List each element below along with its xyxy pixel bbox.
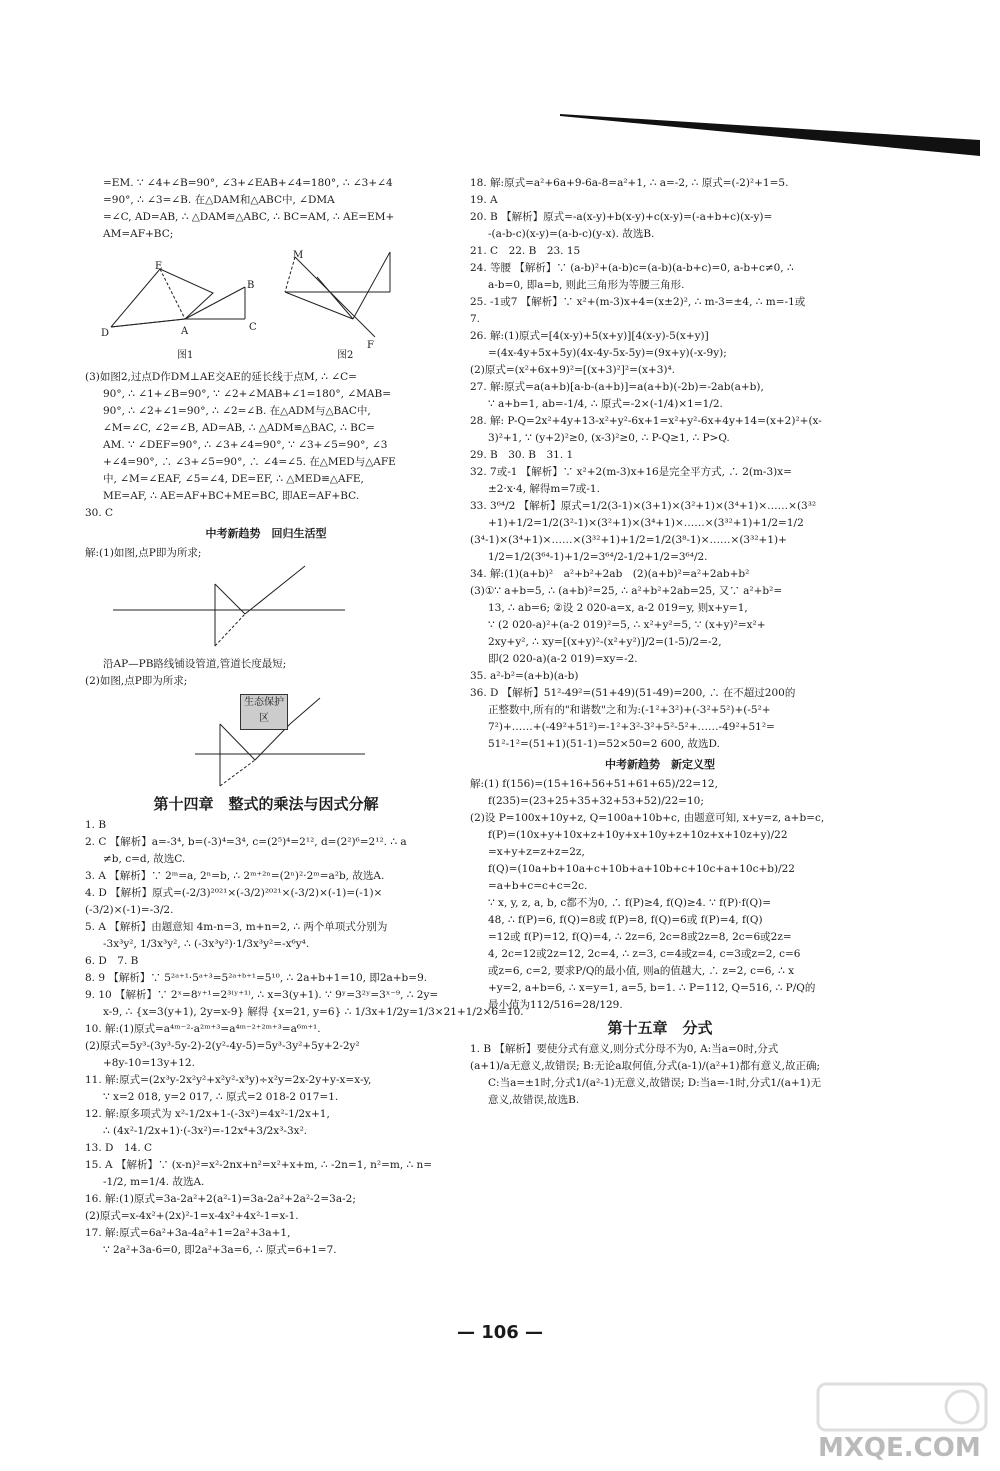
text-line: 24. 等腰 【解析】∵ (a-b)²+(a-b)c=(a-b)(a-b+c)=0, a-b+c≠0, ∴ bbox=[470, 262, 794, 274]
text-line: f(235)=(23+25+35+32+53+52)/22=10; bbox=[488, 795, 704, 807]
chapter-15-title: 第十五章 分式 bbox=[607, 1019, 713, 1037]
text-line: (2)原式=(x²+6x+9)²=[(x+3)²]²=(x+3)⁴. bbox=[470, 364, 676, 376]
protected-area-label: 生态保护区 bbox=[244, 697, 284, 724]
answer-30: 30. C bbox=[85, 507, 114, 519]
text-line: 3. A 【解析】∵ 2ᵐ=a, 2ⁿ=b, ∴ 2ᵐ⁺²ⁿ=(2ⁿ)²·2ᵐ=a²b, 故选A. bbox=[85, 870, 385, 882]
text-line: +8y-10=13y+12. bbox=[103, 1057, 195, 1069]
text-line: 15. A 【解析】∵ (x-n)²=x²-2nx+n²=x²+x+m, ∴ -2n=1, n²=m, ∴ n= bbox=[85, 1159, 433, 1171]
chapter-15-answers bbox=[470, 1041, 850, 1109]
right-block-b bbox=[470, 776, 850, 1014]
figure-path-2 bbox=[85, 694, 447, 790]
text-line: 正整数中,所有的"和谐数"之和为:(-1²+3²)+(-3²+5²)+(-5²+ bbox=[488, 704, 771, 716]
text-line: (2)原式=5y³-(3y³-5y-2)-2(y²-4y-5)=5y³-3y²+5y+2-2y² bbox=[85, 1040, 360, 1052]
left-block-b bbox=[85, 369, 447, 505]
text-line: ∵ x, y, z, a, b, c都不为0, ∴ f(P)≥4, f(Q)≥4. ∵ f(P)·f(Q)= bbox=[488, 897, 772, 909]
text-line: ∵ x=2 018, y=2 017, ∴ 原式=2 018-2 017=1. bbox=[103, 1091, 339, 1103]
text-line: =∠C, AD=AB, ∴ △DAM≌△ABC, ∴ BC=AM, ∴ AE=EM+ bbox=[103, 211, 395, 223]
text-line: 11. 解:原式=(2x³y-2x²y²+x²y²-x³y)÷x²y=2x-2y+y-x=x-y, bbox=[85, 1074, 372, 1086]
fig-point-c: C bbox=[249, 322, 257, 333]
text-line: 12. 解:原多项式为 x²-1/2x+1-(-3x²)=4x²-1/2x+1, bbox=[85, 1108, 330, 1120]
text-line: (2)原式=x-4x²+(2x)²-1=x-4x²+4x²-1=x-1. bbox=[85, 1210, 299, 1222]
watermark-text: MXQE.COM bbox=[818, 1433, 981, 1463]
text-line: +1)+1/2=1/2(3²-1)×(3²+1)×(3⁴+1)×……×(3³²+1)+1/2=1/2 bbox=[488, 517, 804, 529]
chapter-14-answers bbox=[85, 817, 524, 1259]
figure-caption-1: 图1 bbox=[177, 350, 194, 361]
text-line: 13. D 14. C bbox=[85, 1142, 153, 1154]
text-line: (-3/2)×(-1)=-3/2. bbox=[85, 904, 174, 916]
text-line: 29. B 30. B 31. 1 bbox=[470, 449, 574, 461]
text-line: -1/2, m=1/4. 故选A. bbox=[103, 1176, 205, 1188]
text-line: 1. B 【解析】要使分式有意义,则分式分母不为0, A:当a=0时,分式 bbox=[470, 1043, 779, 1055]
text-line: 4. D 【解析】原式=(-2/3)²⁰²¹×(-3/2)²⁰²¹×(-3/2)×(-1)=(-1)× bbox=[85, 887, 383, 899]
text-line: =12或 f(P)=12, f(Q)=4, ∴ 2z=6, 2c=8或2z=8, 2c=6或2z= bbox=[488, 931, 792, 943]
text-line: 28. 解: P-Q=2x²+4y+13-x²+y²-6x+1=x²+y²-6x+4y+14=(x+2)²+(x- bbox=[470, 415, 822, 427]
text-line: 32. 7或-1 【解析】∵ x²+2(m-3)x+16是完全平方式, ∴ 2(m-3)x= bbox=[470, 466, 792, 478]
text-line: 1. B bbox=[85, 819, 107, 831]
text-line: 或z=6, c=2, 要求P/Q的最小值, 则a的值越大, ∴ z=2, c=6, ∴ x bbox=[488, 965, 795, 977]
text-line: ≠b, c=d, 故选C. bbox=[103, 853, 186, 865]
text-line: x-9, ∴ {x=3(y+1), 2y=x-9} 解得 {x=21, y=6} ∴ 1/3x+1/2y=1/3×21+1/2×6=10. bbox=[103, 1006, 524, 1018]
text-line: 18. 解:原式=a²+6a+9-6a-8=a²+1, ∴ a=-2, ∴ 原式=(-2)²+1=5. bbox=[470, 177, 789, 189]
text-line: 26. 解:(1)原式=[4(x-y)+5(x+y)][4(x-y)-5(x+y)] bbox=[470, 330, 709, 342]
text-line: 即(2 020-a)(a-2 019)=xy=-2. bbox=[488, 653, 638, 665]
text-line: (3⁴-1)×(3⁴+1)×……×(3³²+1)+1/2=1/2(3⁸-1)×……×(3³²+1)+ bbox=[470, 534, 787, 546]
text-line: 19. A bbox=[470, 194, 498, 206]
text-line: 48, ∴ f(P)=6, f(Q)=8或 f(P)=8, f(Q)=6或 f(P)=4, f(Q) bbox=[488, 914, 763, 926]
protected-area-box bbox=[240, 694, 288, 730]
text-line: 51²-1²=(51+1)(51-1)=52×50=2 600, 故选D. bbox=[488, 738, 720, 750]
text-line: 中, ∠M=∠EAF, ∠5=∠4, DE=EF, ∴ △MED≌△AFE, bbox=[103, 473, 364, 485]
geometry-figures bbox=[85, 247, 447, 365]
text-line: 13, ∴ ab=6; ②设 2 020-a=x, a-2 019=y, 则x+y=1, bbox=[488, 602, 748, 614]
text-line: 90°, ∴ ∠1+∠B=90°, ∵ ∠2+∠MAB+∠1=180°, ∠MAB= bbox=[103, 388, 392, 400]
text-line: 36. D 【解析】51²-49²=(51+49)(51-49)=200, ∴ 在不超过200的 bbox=[470, 687, 796, 699]
text-line: (3)①∵ a+b=5, ∴ (a+b)²=25, ∴ a²+b²+2ab=25, 又∵ a²+b²= bbox=[470, 585, 783, 597]
text-line: 21. C 22. B 23. 15 bbox=[470, 245, 581, 257]
fig-point-m: M bbox=[293, 250, 304, 261]
fig-point-a: A bbox=[181, 326, 189, 337]
text-line: 9. 10 【解析】∵ 2ˣ=8ʸ⁺¹=2³⁽ʸ⁺¹⁾, ∴ x=3(y+1). ∵ 9ʸ=3²ʸ=3ˣ⁻⁹, ∴ 2y= bbox=[85, 989, 439, 1001]
text-line: 7. bbox=[470, 313, 481, 325]
path-figure-1 bbox=[85, 566, 447, 652]
text-line: +y=2, a+b=6, ∴ x=y=1, a=5, b=1. ∴ P=112, Q=516, ∴ P/Q的 bbox=[488, 982, 816, 994]
text-line: ∴ (4x²-1/2x+1)·(-3x²)=-12x⁴+3/2x³-3x². bbox=[103, 1125, 308, 1137]
text-line: =(4x-4y+5x+5y)(4x-4y-5x-5y)=(9x+y)(-x-9y); bbox=[488, 347, 727, 359]
text-line: C:当a=±1时,分式1/(a²-1)无意义,故错误; D:当a=-1时,分式1/(a+1)无 bbox=[488, 1077, 821, 1089]
fig-point-d: D bbox=[101, 328, 110, 339]
text-line: (3)如图2,过点D作DM⊥AE交AE的延长线于点M, ∴ ∠C= bbox=[85, 371, 357, 383]
text-line: 5. A 【解析】由题意知 4m-n=3, m+n=2, ∴ 两个单项式分别为 bbox=[85, 921, 388, 933]
text-line: 解:(1) f(156)=(15+16+56+51+61+65)/22=12, bbox=[470, 778, 718, 790]
text-line: 最小值为112/516=28/129. bbox=[488, 999, 623, 1011]
fig-point-e: E bbox=[155, 261, 163, 272]
text-line: =a+b+c=c+c=2c. bbox=[488, 880, 588, 892]
text-line: =EM. ∵ ∠4+∠B=90°, ∠3+∠EAB+∠4=180°, ∴ ∠3+∠4 bbox=[103, 177, 393, 189]
text-line: ∵ 2a²+3a-6=0, 即2a²+3a=6, ∴ 原式=6+1=7. bbox=[103, 1244, 337, 1256]
text-line: 8. 9 【解析】∵ 5²ᵃ⁺¹·5ᵃ⁺³=5²ᵃ⁺ᵇ⁺¹=5¹⁰, ∴ 2a+b+1=10, 即2a+b=9. bbox=[85, 972, 428, 984]
figure-1-2 bbox=[85, 247, 447, 365]
life-answer-1: 解:(1)如图,点P即为所求; bbox=[85, 547, 202, 559]
text-line: 35. a²-b²=(a+b)(a-b) bbox=[470, 670, 579, 682]
text-line: +∠4=90°, ∴ ∠3+∠5=90°, ∴ ∠4=∠5. 在△MED与△AFE bbox=[103, 456, 396, 468]
text-line: 10. 解:(1)原式=a⁴ᵐ⁻²·a²ᵐ⁺³=a⁴ᵐ⁻²⁺²ᵐ⁺³=a⁶ᵐ⁺¹. bbox=[85, 1023, 321, 1035]
section-title-new-definition: 中考新趋势 新定义型 bbox=[605, 758, 715, 771]
text-line: -3x³y², 1/3x³y², ∴ (-3x³y²)·1/3x³y²=-x⁶y⁴. bbox=[103, 938, 310, 950]
fig-point-f: F bbox=[367, 340, 374, 351]
text-line: AM. ∵ ∠DEF=90°, ∴ ∠3+∠4=90°, ∵ ∠3+∠5=90°, ∠3 bbox=[103, 439, 388, 451]
text-line: ∵ a+b=1, ab=-1/4, ∴ 原式=-2×(-1/4)×1=1/2. bbox=[488, 398, 723, 410]
life-lines bbox=[85, 656, 447, 690]
section-title-life: 中考新趋势 回归生活型 bbox=[205, 527, 327, 540]
text-line: f(P)=(10x+y+10x+z+10y+x+10y+z+10z+x+10z+y)/22 bbox=[488, 829, 788, 841]
text-line: 20. B 【解析】原式=-a(x-y)+b(x-y)+c(x-y)=(-a+b+c)(x-y)= bbox=[470, 211, 773, 223]
text-line: 27. 解:原式=a(a+b)[a-b-(a+b)]=a(a+b)(-2b)=-2ab(a+b), bbox=[470, 381, 764, 393]
text-line: 沿AP—PB路线铺设管道,管道长度最短; bbox=[103, 658, 287, 670]
text-line: 33. 3⁶⁴/2 【解析】原式=1/2(3-1)×(3+1)×(3²+1)×(3⁴+1)×……×(3³² bbox=[470, 500, 817, 512]
text-line: 意义,故错误,故选B. bbox=[488, 1094, 580, 1106]
text-line: 4, 2c=12或2z=12, 2c=4, ∴ z=3, c=4或z=4, c=3或z=2, c=6 bbox=[488, 948, 801, 960]
text-line: 34. 解:(1)(a+b)² a²+b²+2ab (2)(a+b)²=a²+2ab+b² bbox=[470, 568, 750, 580]
text-line: 16. 解:(1)原式=3a-2a²+2(a²-1)=3a-2a²+2a²-2=3a-2; bbox=[85, 1193, 356, 1205]
header-black-bar bbox=[560, 112, 980, 156]
figure-caption-2: 图2 bbox=[337, 350, 354, 361]
chapter-14-title: 第十四章 整式的乘法与因式分解 bbox=[153, 795, 379, 813]
right-column bbox=[470, 175, 850, 1109]
text-line: =90°, ∴ ∠3=∠B. 在△DAM和△ABC中, ∠DMA bbox=[103, 194, 335, 206]
text-line: =x+y+z=z+z=2z, bbox=[488, 846, 585, 858]
text-line: 3)²+1, ∵ (y+2)²≥0, (x-3)²≥0, ∴ P-Q≥1, ∴ P>Q. bbox=[488, 432, 730, 444]
right-block-a bbox=[470, 175, 850, 753]
text-line: 2xy+y², ∴ xy=[(x+y)²-(x²+y²)]/2=(1-5)/2=-2, bbox=[488, 636, 722, 648]
fig-point-b: B bbox=[247, 280, 255, 291]
text-line: ∠M=∠C, ∠2=∠B, AD=AB, ∴ △ADM≌△BAC, ∴ BC= bbox=[103, 422, 375, 434]
text-line: 17. 解:原式=6a²+3a-4a²+1=2a²+3a+1, bbox=[85, 1227, 291, 1239]
page-number: — 106 — bbox=[456, 1322, 544, 1343]
text-line: (2)如图,点P即为所求; bbox=[85, 675, 188, 687]
text-line: -(a-b-c)(x-y)=(a-b-c)(y-x). 故选B. bbox=[488, 228, 655, 240]
text-line: a-b=0, 即a=b, 则此三角形为等腰三角形. bbox=[488, 279, 685, 291]
text-line: 1/2=1/2(3⁶⁴-1)+1/2=3⁶⁴/2-1/2+1/2=3⁶⁴/2. bbox=[488, 551, 708, 563]
text-line: f(Q)=(10a+b+10a+c+10b+a+10b+c+10c+a+10c+b)/22 bbox=[488, 863, 795, 875]
text-line: (a+1)/a无意义,故错误; B:无论a取何值,分式(a-1)/(a²+1)都有意义,故正确; bbox=[470, 1060, 821, 1072]
figure-path-1 bbox=[85, 566, 447, 652]
left-block-a bbox=[85, 175, 447, 243]
text-line: ME=AF, ∴ AE=AF+BC+ME=BC, 即AE=AF+BC. bbox=[103, 490, 360, 502]
text-line: (2)设 P=100x+10y+z, Q=100a+10b+c, 由题意可知, x+y=z, a+b=c, bbox=[470, 812, 825, 824]
text-line: 25. -1或7 【解析】∵ x²+(m-3)x+4=(x±2)², ∴ m-3=±4, ∴ m=-1或 bbox=[470, 296, 806, 308]
text-line: 7²)+……+(-49²+51²)=-1²+3²-3²+5²-5²+……-49²+51²= bbox=[488, 721, 775, 733]
text-line: 90°, ∴ ∠2+∠1=90°, ∴ ∠2=∠B. 在△ADM与△BAC中, bbox=[103, 405, 371, 417]
text-line: ∵ (2 020-a)²+(a-2 019)²=5, ∴ x²+y²=5, ∵ (x+y)²=x²+ bbox=[488, 619, 766, 631]
text-line: 2. C 【解析】a=-3⁴, b=(-3)⁴=3⁴, c=(2⁵)⁴=2¹², d=(2²)⁶=2¹². ∴ a bbox=[85, 836, 407, 848]
text-line: ±2·x·4, 解得m=7或-1. bbox=[488, 483, 600, 495]
text-line: AM=AF+BC; bbox=[103, 228, 174, 240]
text-line: 6. D 7. B bbox=[85, 955, 139, 967]
